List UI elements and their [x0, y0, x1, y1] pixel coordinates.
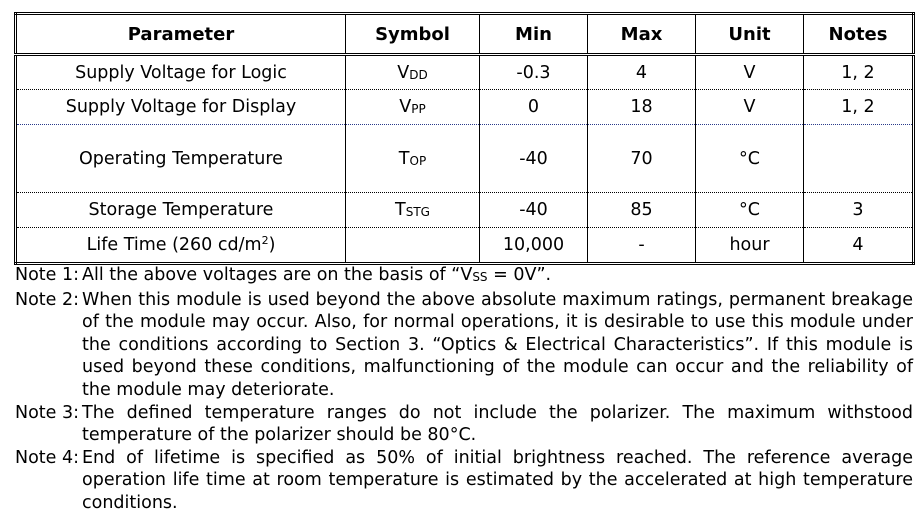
table-row — [16, 193, 914, 228]
note-text — [82, 264, 913, 289]
note-2 — [15, 289, 913, 402]
table-row — [16, 55, 914, 90]
note-text: The defined temperature ranges do not include the polarizer. The maximum withstood temperature of the polarizer should be 80°C. — [82, 402, 913, 446]
cell-notes: 1, 2 — [804, 55, 914, 90]
note-3 — [15, 402, 913, 447]
cell-min: -40 — [480, 193, 588, 228]
cell-min: 10,000 — [480, 228, 588, 264]
cell-unit: °C — [696, 125, 804, 193]
cell-unit: hour — [696, 228, 804, 264]
table-row — [16, 228, 914, 264]
header-parameter: Parameter — [16, 14, 346, 55]
table-header-row — [16, 14, 914, 55]
cell-max: - — [588, 228, 696, 264]
cell-max: 18 — [588, 90, 696, 125]
symbol-main: V — [399, 97, 412, 117]
cell-symbol — [346, 228, 480, 264]
parameter-text-end: ) — [268, 235, 276, 255]
cell-symbol — [346, 55, 480, 90]
note-label: Note 3: — [15, 402, 80, 423]
cell-unit: V — [696, 55, 804, 90]
cell-notes: 3 — [804, 193, 914, 228]
absolute-max-ratings-table — [14, 12, 915, 265]
note-subscript: SS — [472, 270, 488, 284]
cell-symbol — [346, 193, 480, 228]
header-unit: Unit — [696, 14, 804, 55]
symbol-subscript: DD — [409, 67, 428, 82]
note-4 — [15, 447, 913, 515]
symbol-main: T — [398, 148, 410, 169]
cell-parameter: Operating Temperature — [16, 125, 346, 193]
parameter-superscript: 2 — [261, 234, 269, 247]
parameter-text: Life Time (260 cd/m — [86, 235, 262, 255]
table-row — [16, 125, 914, 193]
cell-symbol — [346, 125, 480, 193]
cell-max: 85 — [588, 193, 696, 228]
cell-max: 4 — [588, 55, 696, 90]
note-1 — [15, 264, 913, 289]
cell-unit: °C — [696, 193, 804, 228]
cell-symbol — [346, 90, 480, 125]
cell-notes: 4 — [804, 228, 914, 264]
symbol-main: T — [395, 200, 406, 220]
header-max: Max — [588, 14, 696, 55]
note-text: When this module is used beyond the above absolute maximum ratings, permanent breakage of the module may occur. Also, for normal operations, it is desirable to use this module under the conditions according to Section 3. “Optics & Electrical Characteristics”. If this module is used beyond these conditions, malfunctioning of the module can occur and the reliability of the module may deteriorate. — [82, 289, 913, 400]
note-label: Note 4: — [15, 447, 80, 468]
cell-min: -0.3 — [480, 55, 588, 90]
table-row — [16, 90, 914, 125]
note-label: Note 2: — [15, 289, 80, 310]
cell-notes — [804, 125, 914, 193]
note-text-part: = 0V”. — [487, 265, 552, 285]
cell-parameter — [16, 228, 346, 264]
header-symbol: Symbol — [346, 14, 480, 55]
cell-notes: 1, 2 — [804, 90, 914, 125]
symbol-subscript: PP — [411, 102, 426, 116]
symbol-subscript: OP — [409, 153, 427, 168]
header-min: Min — [480, 14, 588, 55]
cell-parameter: Supply Voltage for Display — [16, 90, 346, 125]
cell-parameter: Supply Voltage for Logic — [16, 55, 346, 90]
note-label: Note 1: — [15, 265, 80, 285]
header-notes: Notes — [804, 14, 914, 55]
note-text-part: All the above voltages are on the basis of “V — [82, 265, 473, 285]
cell-min: -40 — [480, 125, 588, 193]
note-text: End of lifetime is specified as 50% of initial brightness reached. The reference average operation life time at room temperature is estimated by the accelerated at high temperature conditions. — [82, 447, 913, 513]
notes-section — [15, 264, 913, 515]
symbol-subscript: STG — [405, 205, 430, 219]
cell-unit: V — [696, 90, 804, 125]
cell-max: 70 — [588, 125, 696, 193]
symbol-main: V — [397, 62, 410, 83]
cell-parameter: Storage Temperature — [16, 193, 346, 228]
cell-min: 0 — [480, 90, 588, 125]
